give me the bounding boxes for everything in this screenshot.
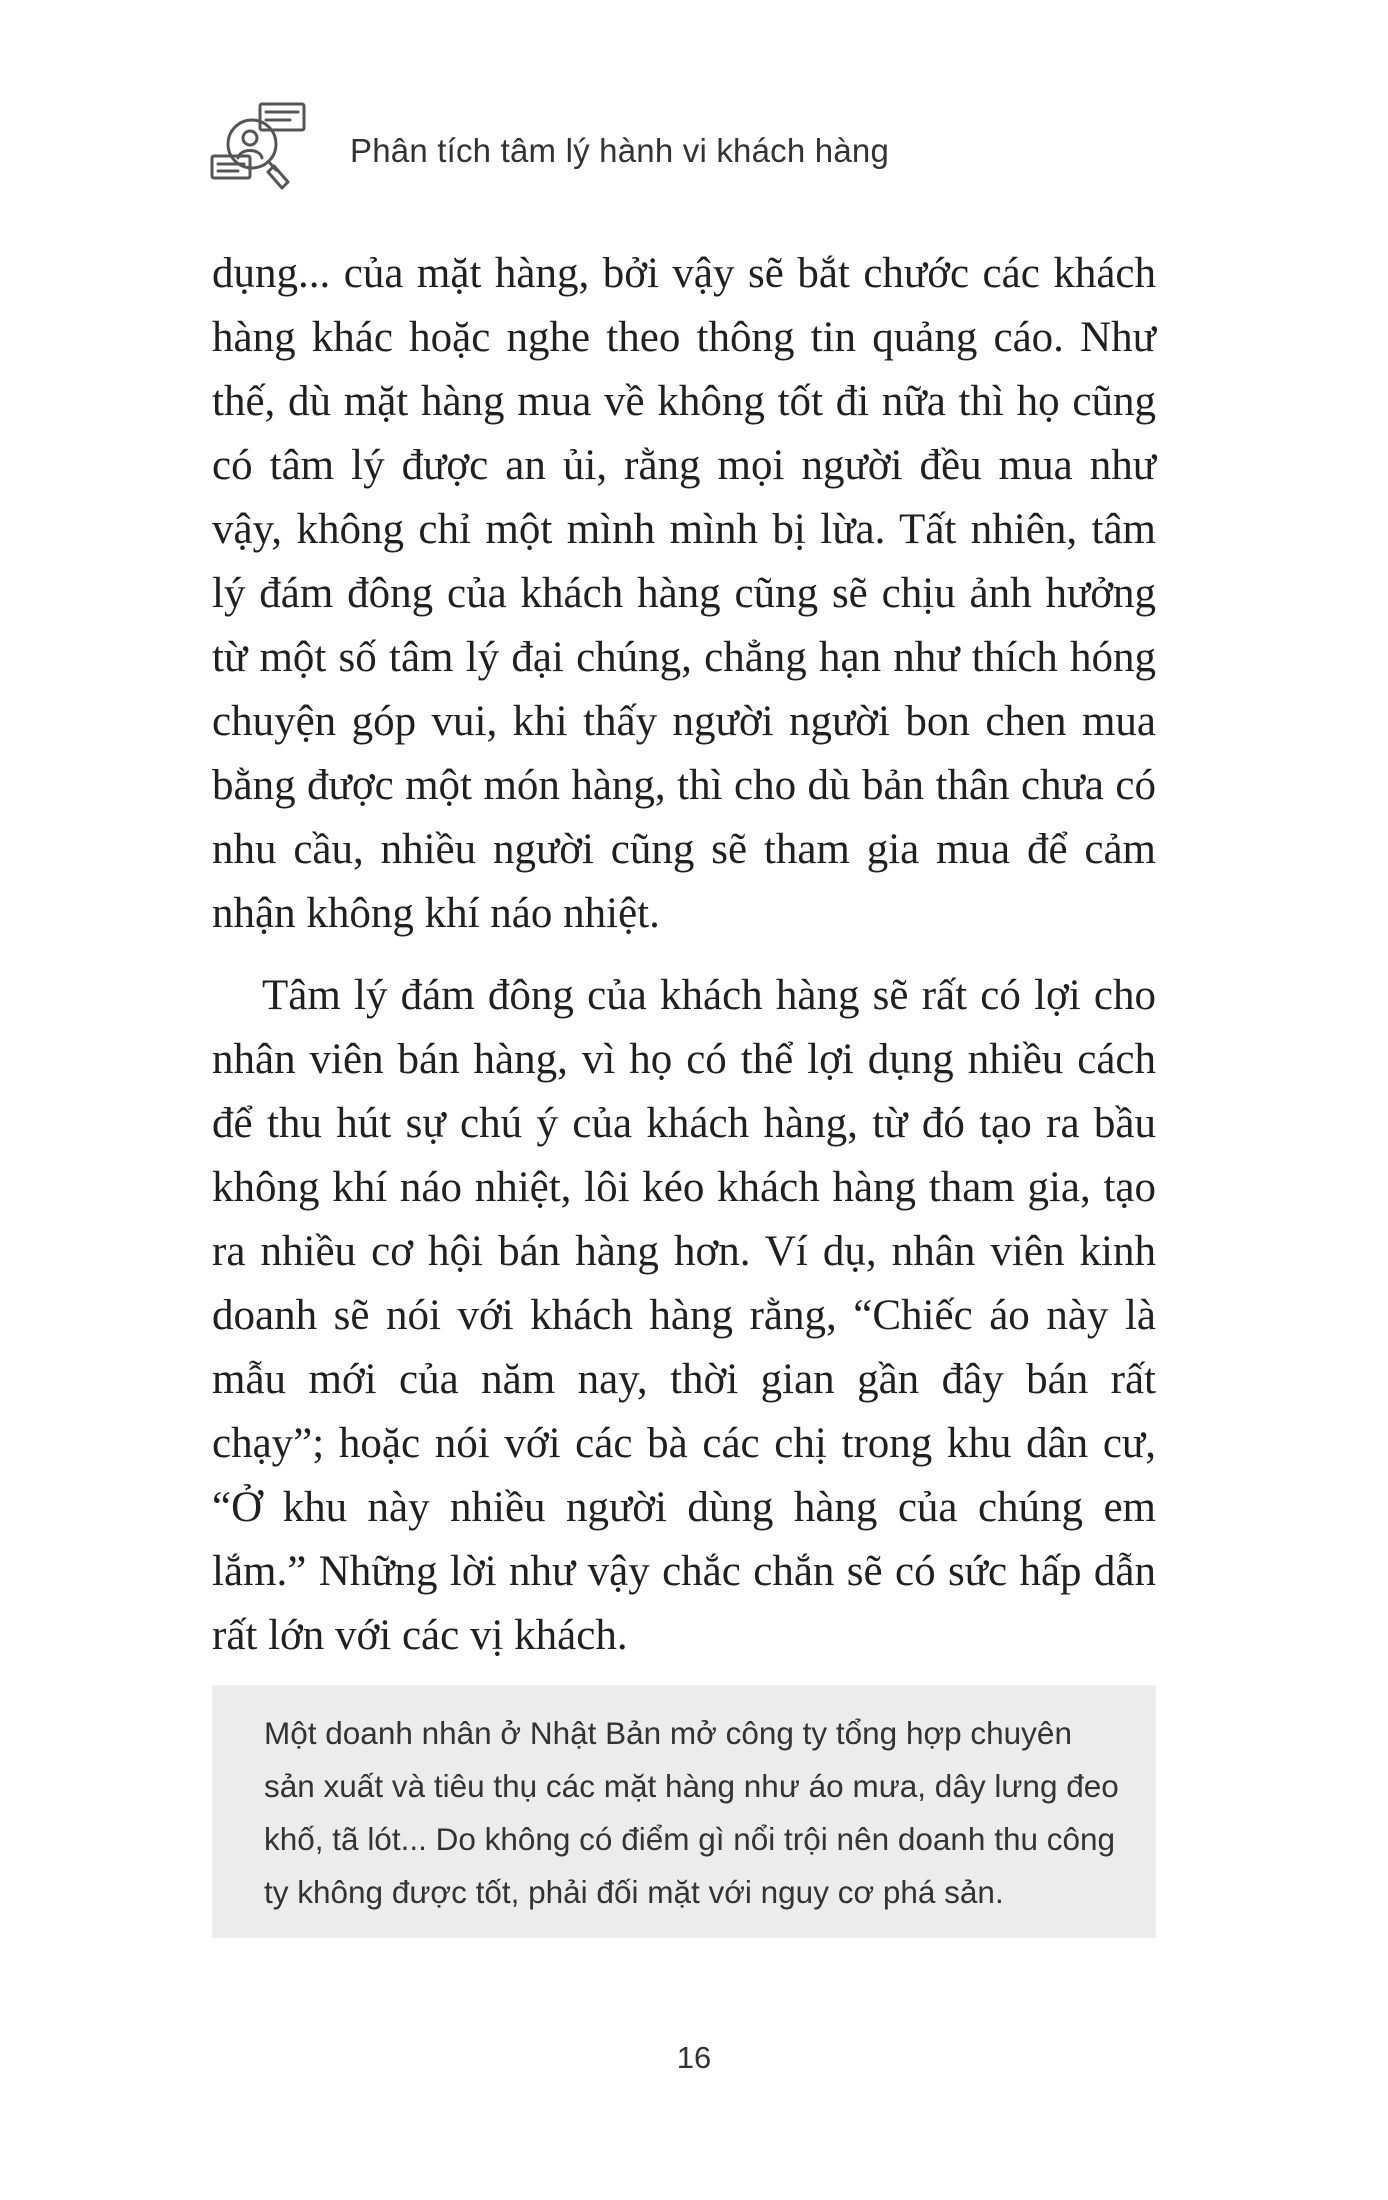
paragraph-2: Tâm lý đám đông của khách hàng sẽ rất có lợi cho nhân viên bán hàng, vì họ có thể lợi dụng nhiều cách để thu hút sự chú ý của khách hàng, từ đó tạo ra bầu không khí náo nhiệt, lôi kéo khách hàng tham gia, tạo ra nhiều cơ hội bán hàng hơn. Ví dụ, nhân viên kinh doanh sẽ nói với khách hàng rằng, “Chiếc áo này là mẫu mới của năm nay, thời gian gần đây bán rất chạy”; hoặc nói với các bà các chị trong khu dân cư, “Ở khu này nhiều người dùng hàng của chúng em lắm.” Những lời như vậy chắc chắn sẽ có sức hấp dẫn rất lớn với các vị khách. (212, 972, 1156, 1659)
page-number: 16 (676, 2040, 712, 2075)
paragraph-1: dụng... của mặt hàng, bởi vậy sẽ bắt chước các khách hàng khác hoặc nghe theo thông tin quảng cáo. Như thế, dù mặt hàng mua về không tốt đi nữa thì họ cũng có tâm lý được an ủi, rằng mọi người đều mua như vậy, không chỉ một mình mình bị lừa. Tất nhiên, tâm lý đám đông của khách hàng cũng sẽ chịu ảnh hưởng từ một số tâm lý đại chúng, chẳng hạn như thích hóng chuyện góp vui, khi thấy người người bon chen mua bằng được một món hàng, thì cho dù bản thân chưa có nhu cầu, nhiều người cũng sẽ tham gia mua để cảm nhận không khí náo nhiệt. (212, 250, 1156, 937)
running-title: Phân tích tâm lý hành vi khách hàng (350, 132, 889, 169)
running-header (210, 96, 889, 196)
body-text (212, 242, 1156, 1668)
callout-text: Một doanh nhân ở Nhật Bản mở công ty tổng hợp chuyên sản xuất và tiêu thụ các mặt hàng như áo mưa, dây lưng đeo khố, tã lót... Do không có điểm gì nổi trội nên doanh thu công ty không được tốt, phải đối mặt với nguy cơ phá sản. (264, 1715, 1119, 1910)
callout-box (212, 1685, 1156, 1938)
customer-analysis-icon (210, 100, 312, 192)
